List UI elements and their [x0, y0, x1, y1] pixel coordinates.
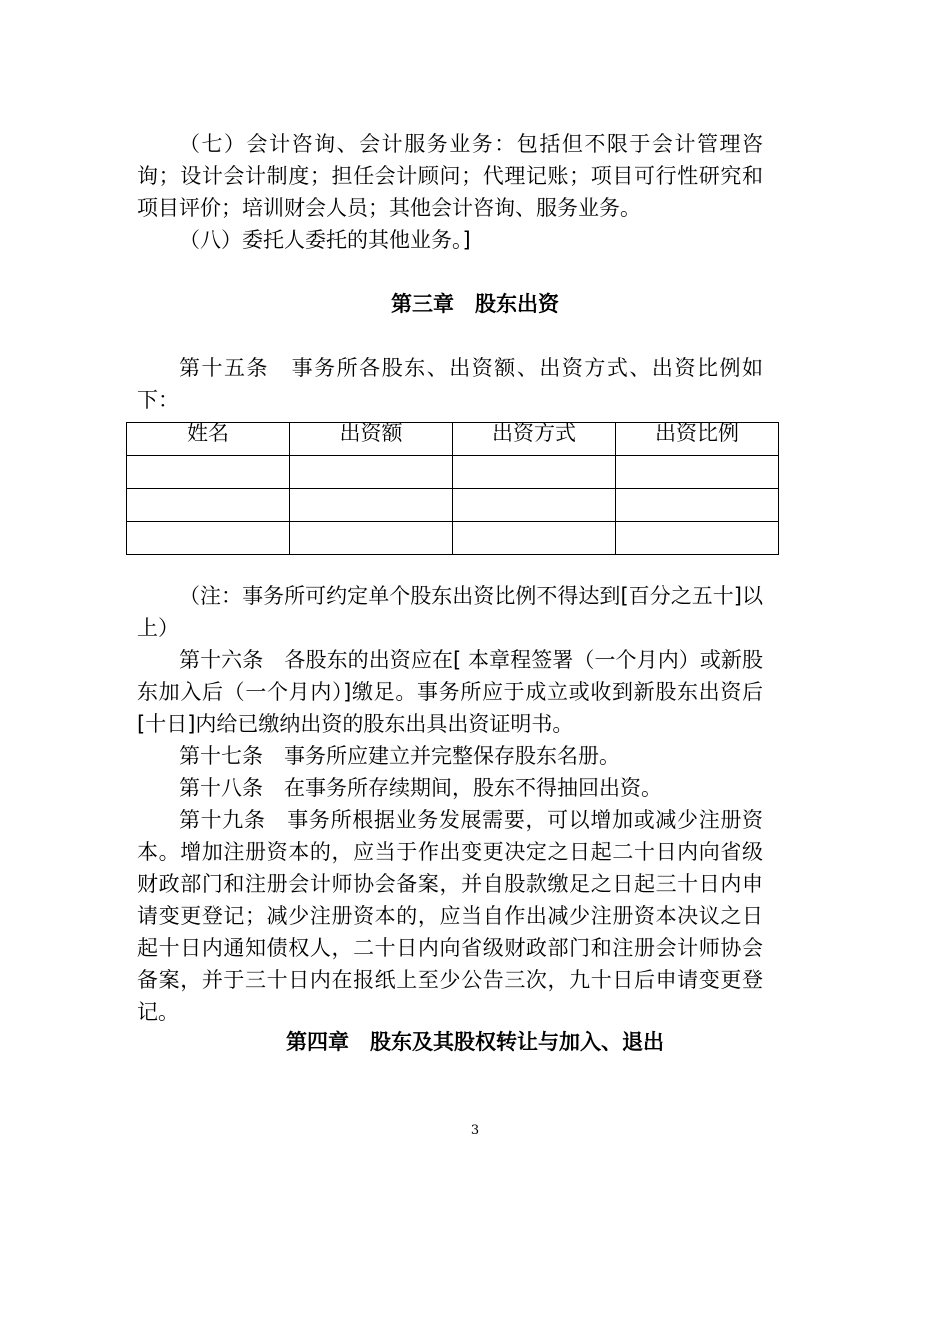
table-cell — [127, 456, 290, 489]
chapter-3-number: 第三章 — [391, 292, 454, 316]
header-name: 姓名 — [127, 423, 290, 456]
article-19-text: 事务所根据业务发展需要，可以增加或减少注册资本。增加注册资本的，应当于作出变更决定之日起二十日内向省级财政部门和注册会计师协会备案，并自股款缴足之日起三十日内申请变更登记；减少注册资本的，应当自作出减少注册资本决议之日起十日内通知债权人，二十日内向省级财政部门和注册会计师协会备案，并于三十日内在报纸上至少公告三次，九十日后申请变更登记。 — [137, 808, 764, 1024]
table-cell — [127, 489, 290, 522]
article-18-label: 第十八条 — [179, 776, 263, 800]
page-number: 3 — [470, 1123, 480, 1138]
article-15-label: 第十五条 — [179, 356, 270, 380]
chapter-4-number: 第四章 — [286, 1030, 349, 1054]
chapter-3-title: 股东出资 — [475, 292, 559, 316]
article-18-text: 在事务所存续期间，股东不得抽回出资。 — [284, 776, 662, 800]
article-15-paragraph — [137, 352, 763, 416]
chapter-4-heading — [0, 1026, 950, 1058]
paragraph-item-7: （七）会计咨询、会计服务业务：包括但不限于会计管理咨询；设计会计制度；担任会计顾问；代理记账；项目可行性研究和项目评价；培训财会人员；其他会计咨询、服务业务。 — [137, 132, 763, 220]
business-scope-continuation — [137, 128, 763, 256]
table-cell — [616, 522, 779, 555]
article-16-text: 各股东的出资应在[ 本章程签署（一个月内）或新股东加入后（一个月内）]缴足。事务所应于成立或收到新股东出资后[十日]内给已缴纳出资的股东出具出资证明书。 — [137, 648, 764, 736]
table-cell — [616, 456, 779, 489]
table-cell — [453, 456, 616, 489]
table-cell — [453, 489, 616, 522]
header-amount: 出资额 — [290, 423, 453, 456]
article-17-paragraph — [137, 740, 763, 772]
article-19-paragraph — [137, 804, 763, 1028]
chapter-4-title: 股东及其股权转让与加入、退出 — [370, 1030, 664, 1054]
article-16-label: 第十六条 — [179, 648, 264, 672]
table-cell — [453, 522, 616, 555]
chapter-3-heading — [0, 288, 950, 320]
table-cell — [290, 489, 453, 522]
table-row — [127, 522, 779, 555]
table-row — [127, 489, 779, 522]
table-cell — [616, 489, 779, 522]
table-header-row — [127, 423, 779, 456]
article-18-paragraph — [137, 772, 763, 804]
article-16-paragraph — [137, 644, 763, 740]
article-15-text: 事务所各股东、出资额、出资方式、出资比例如下： — [137, 356, 764, 412]
table-row — [127, 456, 779, 489]
paragraph-item-8: （八）委托人委托的其他业务。] — [179, 228, 471, 252]
table-cell — [290, 522, 453, 555]
article-17-text: 事务所应建立并完整保存股东名册。 — [284, 744, 620, 768]
table-cell — [290, 456, 453, 489]
article-17-label: 第十七条 — [179, 744, 263, 768]
article-15 — [137, 352, 763, 416]
header-method: 出资方式 — [453, 423, 616, 456]
article-19-label: 第十九条 — [179, 808, 266, 832]
articles-16-19 — [137, 580, 763, 1028]
shareholder-capital-table — [126, 422, 779, 555]
header-ratio: 出资比例 — [616, 423, 779, 456]
capital-ratio-note: （注：事务所可约定单个股东出资比例不得达到[百分之五十]以上） — [137, 584, 763, 640]
table-cell — [127, 522, 290, 555]
